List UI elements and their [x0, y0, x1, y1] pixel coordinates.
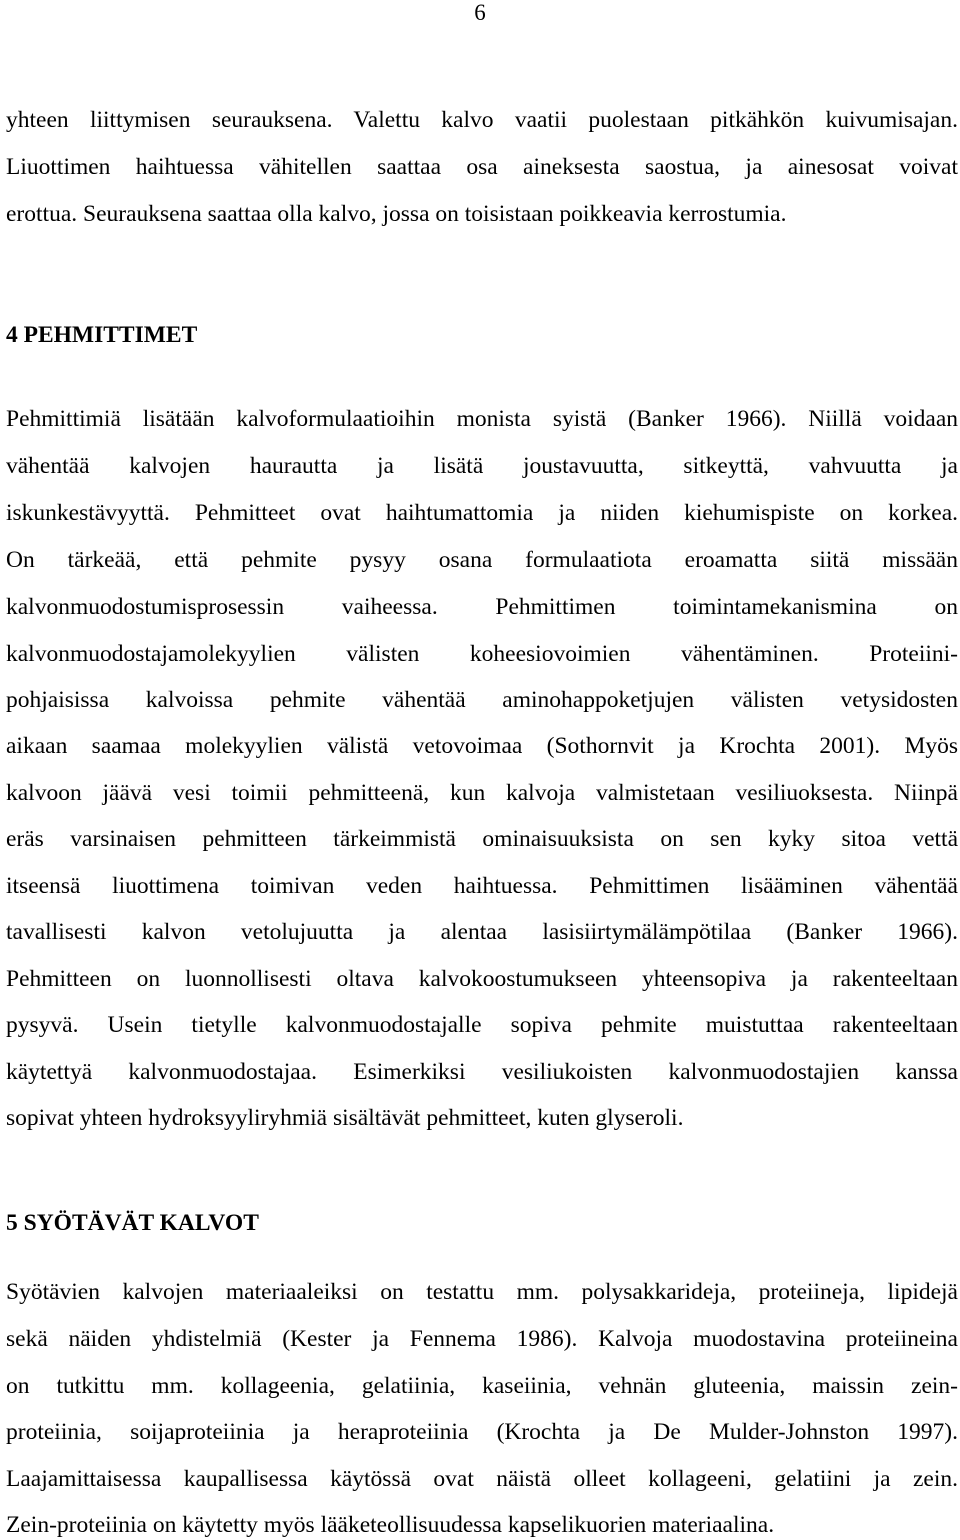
text-line: käytettyä kalvonmuodostajaa. Esimerkiksi vesiliukoisten kalvonmuodostajien kanssa: [6, 1059, 958, 1085]
text-line: erottua. Seurauksena saattaa olla kalvo, jossa on toisistaan poikkeavia kerrostumia.: [6, 201, 787, 227]
text-line: on tutkittu mm. kollageenia, gelatiinia, kaseiinia, vehnän gluteenia, maissin zein-: [6, 1373, 958, 1399]
text-line: Syötävien kalvojen materiaaleiksi on testattu mm. polysakkarideja, proteiineja, lipidejä: [6, 1279, 958, 1305]
text-line: proteiinia, soijaproteiinia ja heraproteiinia (Krochta ja De Mulder-Johnston 1997).: [6, 1419, 958, 1445]
text-line: kalvonmuodostajamolekyylien välisten koheesiovoimien vähentäminen. Proteiini-: [6, 641, 958, 667]
text-line: kalvoon jäävä vesi toimii pehmitteenä, kun kalvoja valmistetaan vesiliuoksesta. Niinpä: [6, 780, 958, 806]
text-line: aikaan saamaa molekyylien välistä vetovoimaa (Sothornvit ja Krochta 2001). Myös: [6, 733, 958, 759]
text-line: itseensä liuottimena toimivan veden haihtuessa. Pehmittimen lisääminen vähentää: [6, 873, 958, 899]
text-line: Zein-proteiinia on käytetty myös lääketeollisuudessa kapselikuorien materiaalina.: [6, 1512, 775, 1538]
text-line: Pehmittimiä lisätään kalvoformulaatioihin monista syistä (Banker 1966). Niillä voidaan: [6, 406, 958, 432]
section-heading-5: 5 SYÖTÄVÄT KALVOT: [6, 1210, 259, 1236]
text-line: Laajamittaisessa kaupallisessa käytössä ovat näistä olleet kollageeni, gelatiini ja zein.: [6, 1466, 958, 1492]
text-line: kalvonmuodostumisprosessin vaiheessa. Pehmittimen toimintamekanismina on: [6, 594, 958, 620]
text-line: tavallisesti kalvon vetolujuutta ja alentaa lasisiirtymälämpötilaa (Banker 1966).: [6, 919, 958, 945]
text-line: Liuottimen haihtuessa vähitellen saattaa osa aineksesta saostua, ja ainesosat voivat: [6, 154, 958, 180]
text-line: yhteen liittymisen seurauksena. Valettu kalvo vaatii puolestaan pitkähkön kuivumisajan.: [6, 107, 958, 133]
page-number: 6: [474, 0, 486, 25]
text-line: vähentää kalvojen haurautta ja lisätä joustavuutta, sitkeyttä, vahvuutta ja: [6, 453, 958, 479]
text-line: pohjaisissa kalvoissa pehmite vähentää aminohappoketjujen välisten vetysidosten: [6, 687, 958, 713]
text-line: eräs varsinaisen pehmitteen tärkeimmistä ominaisuuksista on sen kyky sitoa vettä: [6, 826, 958, 852]
text-line: On tärkeää, että pehmite pysyy osana formulaatiota eroamatta siitä missään: [6, 547, 958, 573]
text-line: sopivat yhteen hydroksyyliryhmiä sisältävät pehmitteet, kuten glyseroli.: [6, 1105, 684, 1131]
text-line: pysyvä. Usein tietylle kalvonmuodostajalle sopiva pehmite muistuttaa rakenteeltaan: [6, 1012, 958, 1038]
text-line: sekä näiden yhdistelmiä (Kester ja Fennema 1986). Kalvoja muodostavina proteiineina: [6, 1326, 958, 1352]
text-line: Pehmitteen on luonnollisesti oltava kalvokoostumukseen yhteensopiva ja rakenteeltaan: [6, 966, 958, 992]
text-line: iskunkestävyyttä. Pehmitteet ovat haihtumattomia ja niiden kiehumispiste on korkea.: [6, 500, 958, 526]
section-heading-4: 4 PEHMITTIMET: [6, 322, 198, 348]
